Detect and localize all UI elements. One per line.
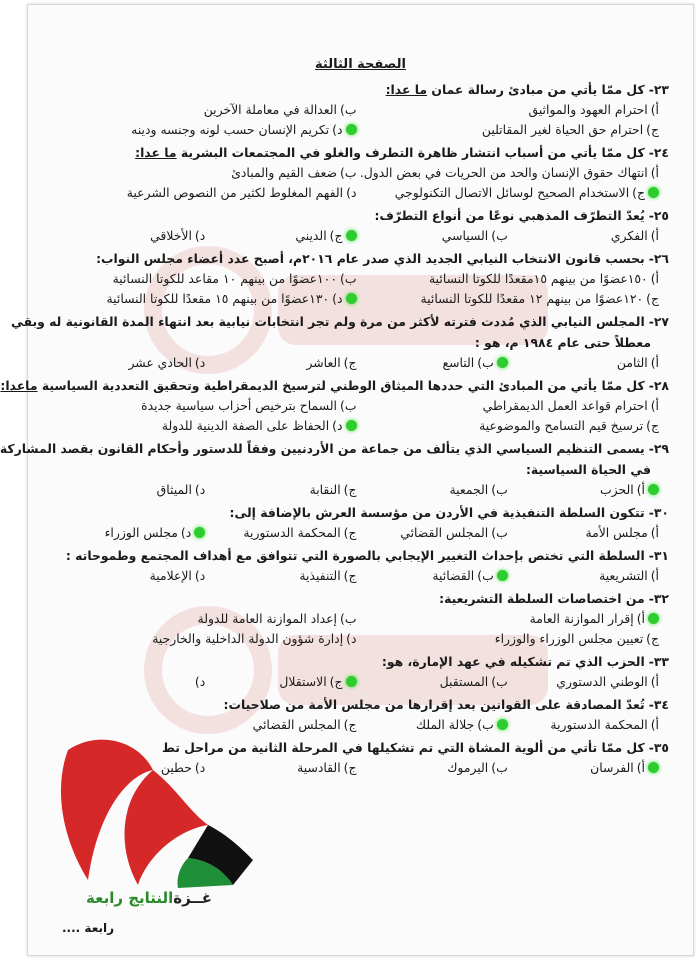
correct-answer-dot-icon bbox=[648, 187, 659, 198]
question-stem bbox=[54, 502, 669, 523]
question-stem bbox=[54, 588, 669, 609]
answer-option bbox=[205, 480, 356, 500]
question-number: ٣١- bbox=[648, 548, 669, 563]
option-text: المحكمة الدستورية bbox=[243, 525, 341, 540]
option-text: الجمعية bbox=[449, 482, 489, 497]
answer-option bbox=[508, 715, 659, 735]
option-text: ضعف القيم والمبادئ bbox=[231, 165, 337, 180]
answer-option bbox=[357, 396, 660, 416]
option-text: العدالة في معاملة الآخرين bbox=[203, 102, 337, 117]
answer-option bbox=[357, 183, 660, 203]
option-letter: ب) bbox=[491, 674, 508, 689]
options-row bbox=[54, 353, 669, 373]
answer-option bbox=[357, 353, 508, 373]
question-item bbox=[54, 79, 669, 140]
question-stem bbox=[54, 651, 669, 672]
option-letter: أ) bbox=[636, 611, 645, 626]
answer-option bbox=[205, 566, 356, 586]
options-row bbox=[54, 523, 669, 543]
option-text: المجلس القضائي bbox=[400, 525, 489, 540]
answer-option bbox=[205, 672, 356, 692]
option-text: القادسية bbox=[297, 760, 341, 775]
option-letter: أ) bbox=[650, 165, 659, 180]
option-text: انتهاك حقوق الإنسان والحد من الحريات في بعض الدول. bbox=[359, 165, 648, 180]
correct-answer-dot-icon bbox=[346, 124, 357, 135]
option-text: ١٣٠عضوًا من بينهم ١٥ مقعدًا للكوتا النسائية bbox=[106, 291, 330, 306]
question-item bbox=[54, 588, 669, 649]
answer-option bbox=[54, 289, 357, 309]
question-item bbox=[0, 438, 669, 500]
answer-option bbox=[54, 566, 205, 586]
options-row bbox=[54, 416, 669, 436]
option-text: احترام قواعد العمل الديمقراطي bbox=[482, 398, 648, 413]
question-stem bbox=[54, 694, 669, 715]
options-row bbox=[54, 183, 669, 203]
question-item bbox=[54, 545, 669, 586]
option-letter: د) bbox=[332, 122, 343, 137]
answer-option bbox=[357, 672, 508, 692]
answer-option bbox=[357, 120, 660, 140]
option-letter: د) bbox=[194, 228, 206, 243]
options-row bbox=[54, 609, 669, 629]
question-except: ماعدا: bbox=[0, 378, 38, 393]
question-number: ٢٣- bbox=[648, 82, 669, 97]
question-text: كل ممّا يأتي من المبادئ التي حددها الميثاق الوطني لترسيخ الديمقراطية وتحقيق التعددية السياسية bbox=[41, 378, 645, 393]
correct-answer-dot-icon bbox=[346, 230, 357, 241]
answer-option bbox=[508, 480, 659, 500]
option-text: الإعلامية bbox=[149, 568, 192, 583]
question-number: ٢٩- bbox=[648, 441, 669, 456]
correct-answer-dot-icon bbox=[194, 527, 205, 538]
answer-option bbox=[357, 629, 660, 649]
question-text: يُعدّ التطرّف المذهبي نوعًا من أنواع التطرّف: bbox=[374, 208, 645, 223]
question-text: تتكون السلطة التنفيذية في الأردن من مؤسسة العرش بالإضافة إلى: bbox=[229, 505, 645, 520]
option-letter: أ) bbox=[650, 398, 659, 413]
option-letter: ج) bbox=[343, 760, 357, 775]
footer-text: رابعة .... bbox=[62, 921, 114, 935]
option-text: حطين bbox=[160, 760, 192, 775]
question-item bbox=[54, 142, 669, 203]
page-title: الصفحة الثالثة bbox=[315, 57, 406, 72]
question-item bbox=[54, 502, 669, 543]
question-number: ٣٤- bbox=[648, 697, 669, 712]
options-row bbox=[54, 672, 669, 692]
option-text: الحزب bbox=[600, 482, 634, 497]
option-text: ١٥٠عضوًا من بينهم ١٥مقعدًا للكوتا النسائية bbox=[429, 271, 648, 286]
option-letter: د) bbox=[194, 355, 206, 370]
option-letter: أ) bbox=[650, 102, 659, 117]
correct-answer-dot-icon bbox=[497, 570, 508, 581]
option-text: تعيين مجلس الوزراء والوزراء bbox=[494, 631, 644, 646]
option-text: الأخلاقي bbox=[150, 228, 192, 243]
answer-option bbox=[54, 672, 205, 692]
answer-option bbox=[205, 523, 356, 543]
option-text: الفهم المغلوط لكثير من النصوص الشرعية bbox=[126, 185, 344, 200]
correct-answer-dot-icon bbox=[497, 357, 508, 368]
answer-option bbox=[508, 566, 659, 586]
question-item bbox=[54, 651, 669, 692]
correct-answer-dot-icon bbox=[497, 719, 508, 730]
question-stem bbox=[54, 79, 669, 100]
option-letter: ج) bbox=[343, 482, 357, 497]
answer-option bbox=[54, 183, 357, 203]
question-item bbox=[54, 205, 669, 246]
option-letter: أ) bbox=[650, 674, 659, 689]
question-except: ما عدا: bbox=[385, 82, 428, 97]
option-letter: ب) bbox=[477, 355, 494, 370]
option-text: الفكري bbox=[610, 228, 648, 243]
option-letter: ج) bbox=[646, 291, 659, 306]
answer-option bbox=[357, 416, 660, 436]
question-text: كل ممّا يأتي من أسباب انتشار ظاهرة التطرف والغلو في المجتمعات البشرية bbox=[180, 145, 645, 160]
option-letter: د) bbox=[194, 674, 206, 689]
correct-answer-dot-icon bbox=[346, 293, 357, 304]
question-stem bbox=[54, 248, 669, 269]
option-letter: د) bbox=[332, 291, 343, 306]
options-row bbox=[54, 120, 669, 140]
options-row bbox=[54, 269, 669, 289]
answer-option bbox=[508, 672, 659, 692]
option-letter: ب) bbox=[340, 102, 357, 117]
option-letter: أ) bbox=[650, 717, 659, 732]
answer-option bbox=[357, 100, 660, 120]
option-letter: ج) bbox=[646, 122, 659, 137]
answer-option bbox=[357, 609, 660, 629]
option-text: الحفاظ على الصفة الدينية للدولة bbox=[161, 418, 330, 433]
brand-name: غــزةالنتايج رابعة bbox=[86, 889, 212, 907]
question-number: ٣٣- bbox=[648, 654, 669, 669]
option-text: مجلس الوزراء bbox=[104, 525, 178, 540]
option-letter: ب) bbox=[477, 717, 494, 732]
option-text: ١٠٠عضوًا من بينهم ١٠ مقاعد للكوتا النسائية bbox=[112, 271, 337, 286]
answer-option bbox=[357, 480, 508, 500]
option-text: ١٢٠عضوًا من بينهم ١٢ مقعدًا للكوتا النسائية bbox=[420, 291, 644, 306]
option-letter: د) bbox=[346, 631, 357, 646]
options-row bbox=[54, 226, 669, 246]
question-item bbox=[0, 375, 669, 436]
option-text: ترسيخ قيم التسامح والموضوعية bbox=[479, 418, 644, 433]
option-letter: ب) bbox=[340, 398, 357, 413]
answer-option bbox=[357, 523, 508, 543]
question-text-continued: معطلاً حتى عام ١٩٨٤ م، هو : bbox=[474, 335, 651, 350]
option-letter: د) bbox=[194, 568, 206, 583]
answer-option bbox=[54, 396, 357, 416]
option-text: النقابة bbox=[309, 482, 341, 497]
option-letter: أ) bbox=[650, 228, 659, 243]
correct-answer-dot-icon bbox=[346, 676, 357, 687]
question-text: بحسب قانون الانتخاب النيابي الجديد الذي صدر عام ٢٠١٦م، أصبح عدد أعضاء مجلس النواب: bbox=[96, 251, 645, 266]
answer-option bbox=[357, 715, 508, 735]
options-row bbox=[54, 480, 669, 500]
option-text: التاسع bbox=[442, 355, 475, 370]
answer-option bbox=[54, 163, 357, 183]
question-text: من اختصاصات السلطة التشريعية: bbox=[439, 591, 645, 606]
correct-answer-dot-icon bbox=[648, 613, 659, 624]
question-text: الحزب الذي تم تشكيله في عهد الإمارة، هو: bbox=[381, 654, 645, 669]
questions-list bbox=[0, 79, 669, 780]
option-letter: ج) bbox=[343, 525, 357, 540]
option-letter: أ) bbox=[650, 568, 659, 583]
question-text: كل ممّا يأتي من مبادئ رسالة عمان bbox=[431, 82, 645, 97]
options-row bbox=[54, 629, 669, 649]
option-letter: أ) bbox=[650, 525, 659, 540]
option-letter: د) bbox=[332, 418, 343, 433]
option-text: التشريعية bbox=[599, 568, 648, 583]
option-text: تكريم الإنسان حسب لونه وجنسه ودينه bbox=[131, 122, 330, 137]
option-text: الوطني الدستوري bbox=[556, 674, 648, 689]
answer-option bbox=[357, 289, 660, 309]
question-number: ٢٦- bbox=[648, 251, 669, 266]
answer-option bbox=[357, 758, 508, 778]
option-text: السماح بترخيص أحزاب سياسية جديدة bbox=[141, 398, 337, 413]
answer-option bbox=[508, 758, 659, 778]
correct-answer-dot-icon bbox=[648, 762, 659, 773]
answer-option bbox=[357, 566, 508, 586]
question-number: ٣٠- bbox=[648, 505, 669, 520]
option-letter: ج) bbox=[646, 631, 659, 646]
option-letter: ج) bbox=[343, 355, 357, 370]
question-number: ٣٥- bbox=[648, 740, 669, 755]
option-text: المستقبل bbox=[439, 674, 489, 689]
option-letter: د) bbox=[346, 185, 357, 200]
correct-answer-dot-icon bbox=[648, 484, 659, 495]
option-letter: أ) bbox=[636, 760, 645, 775]
answer-option bbox=[205, 226, 356, 246]
answer-option bbox=[54, 269, 357, 289]
question-stem bbox=[11, 311, 669, 332]
question-number: ٢٧- bbox=[648, 314, 669, 329]
answer-option bbox=[357, 226, 508, 246]
flag-logo-icon bbox=[58, 730, 258, 890]
option-letter: ب) bbox=[491, 525, 508, 540]
answer-option bbox=[54, 226, 205, 246]
question-stem bbox=[54, 205, 669, 226]
question-text: كل ممّا تأتي من ألوية المشاة التي تم تشكيلها في المرحلة الثانية من مراحل تط bbox=[161, 740, 645, 755]
answer-option bbox=[54, 416, 357, 436]
answer-option bbox=[54, 353, 205, 373]
correct-answer-dot-icon bbox=[346, 420, 357, 431]
option-text: القضائية bbox=[432, 568, 475, 583]
question-except: ما عدا: bbox=[135, 145, 177, 160]
options-row bbox=[54, 163, 669, 183]
option-letter: د) bbox=[180, 525, 192, 540]
options-row bbox=[54, 100, 669, 120]
question-text-continued: في الحياة السياسية: bbox=[525, 462, 651, 477]
option-letter: أ) bbox=[650, 271, 659, 286]
answer-option bbox=[54, 523, 205, 543]
question-stem bbox=[0, 438, 669, 459]
question-item bbox=[54, 694, 669, 735]
option-text: إقرار الموازنة العامة bbox=[529, 611, 634, 626]
option-letter: ب) bbox=[340, 271, 357, 286]
option-letter: ب) bbox=[491, 482, 508, 497]
options-row bbox=[54, 289, 669, 309]
option-letter: أ) bbox=[650, 355, 659, 370]
option-text: اليرموك bbox=[447, 760, 489, 775]
option-letter: ج) bbox=[646, 418, 659, 433]
option-text: احترام حق الحياة لغير المقاتلين bbox=[481, 122, 644, 137]
option-letter: ب) bbox=[491, 760, 508, 775]
answer-option bbox=[54, 609, 357, 629]
option-text: احترام العهود والمواثيق bbox=[528, 102, 648, 117]
question-stem bbox=[54, 142, 669, 163]
option-text: إعداد الموازنة العامة للدولة bbox=[197, 611, 337, 626]
answer-option bbox=[205, 353, 356, 373]
worksheet-page bbox=[0, 4, 694, 956]
options-row bbox=[54, 566, 669, 586]
option-text: التنفيذية bbox=[299, 568, 341, 583]
option-text: المجلس القضائي bbox=[252, 717, 341, 732]
question-text: يسمى التنظيم السياسي الذي يتألف من جماعة من الأردنيين وفقاً للدستور وأحكام القانون بقصد المشاركة bbox=[0, 441, 645, 456]
option-letter: ب) bbox=[340, 611, 357, 626]
option-letter: ب) bbox=[340, 165, 357, 180]
question-text: السلطة التي تختص بإحداث التغيير الإيجابي بالصورة التي تتوافق مع أهداف المجتمع وطموحاته : bbox=[65, 548, 645, 563]
option-letter: ج) bbox=[343, 717, 357, 732]
option-text: الديني bbox=[295, 228, 327, 243]
option-letter: ج) bbox=[343, 568, 357, 583]
question-stem bbox=[0, 375, 669, 396]
option-letter: ج) bbox=[329, 228, 343, 243]
answer-option bbox=[54, 629, 357, 649]
option-text: الثامن bbox=[616, 355, 648, 370]
option-letter: ج) bbox=[632, 185, 645, 200]
option-letter: د) bbox=[194, 482, 206, 497]
question-text: المجلس النيابي الذي مُددت فترته لأكثر من مرة ولم تجر انتخابات نيابية بعد انتهاء المدة القانونية له وبقي bbox=[11, 314, 645, 329]
answer-option bbox=[54, 120, 357, 140]
question-stem bbox=[54, 545, 669, 566]
question-number: ٢٥- bbox=[648, 208, 669, 223]
question-number: ٢٤- bbox=[648, 145, 669, 160]
question-number: ٢٨- bbox=[648, 378, 669, 393]
option-text: الحادي عشر bbox=[128, 355, 192, 370]
option-letter: أ) bbox=[636, 482, 645, 497]
answer-option bbox=[508, 226, 659, 246]
option-letter: ج) bbox=[329, 674, 343, 689]
option-text: الفرسان bbox=[590, 760, 634, 775]
answer-option bbox=[54, 480, 205, 500]
option-letter: د) bbox=[194, 760, 206, 775]
options-row bbox=[54, 396, 669, 416]
option-letter: ب) bbox=[491, 228, 508, 243]
question-item bbox=[54, 248, 669, 309]
option-letter: ب) bbox=[477, 568, 494, 583]
option-text: العاشر bbox=[306, 355, 341, 370]
answer-option bbox=[508, 523, 659, 543]
option-text: الميثاق bbox=[156, 482, 192, 497]
question-number: ٣٢- bbox=[648, 591, 669, 606]
answer-option bbox=[54, 100, 357, 120]
option-text: جلالة الملك bbox=[415, 717, 475, 732]
question-text: تُعدّ المصادقة على القوانين بعد إقرارها من مجلس الأمة من صلاحيات: bbox=[223, 697, 645, 712]
question-item bbox=[11, 311, 669, 373]
option-text: الاستخدام الصحيح لوسائل الاتصال التكنولوجي bbox=[394, 185, 630, 200]
answer-option bbox=[357, 269, 660, 289]
option-text: المحكمة الدستورية bbox=[550, 717, 648, 732]
option-text: مجلس الأمة bbox=[585, 525, 648, 540]
option-text: السياسي bbox=[441, 228, 489, 243]
answer-option bbox=[357, 163, 660, 183]
option-text: إدارة شؤون الدولة الداخلية والخارجية bbox=[152, 631, 344, 646]
option-text: الاستقلال bbox=[279, 674, 327, 689]
answer-option bbox=[508, 353, 659, 373]
